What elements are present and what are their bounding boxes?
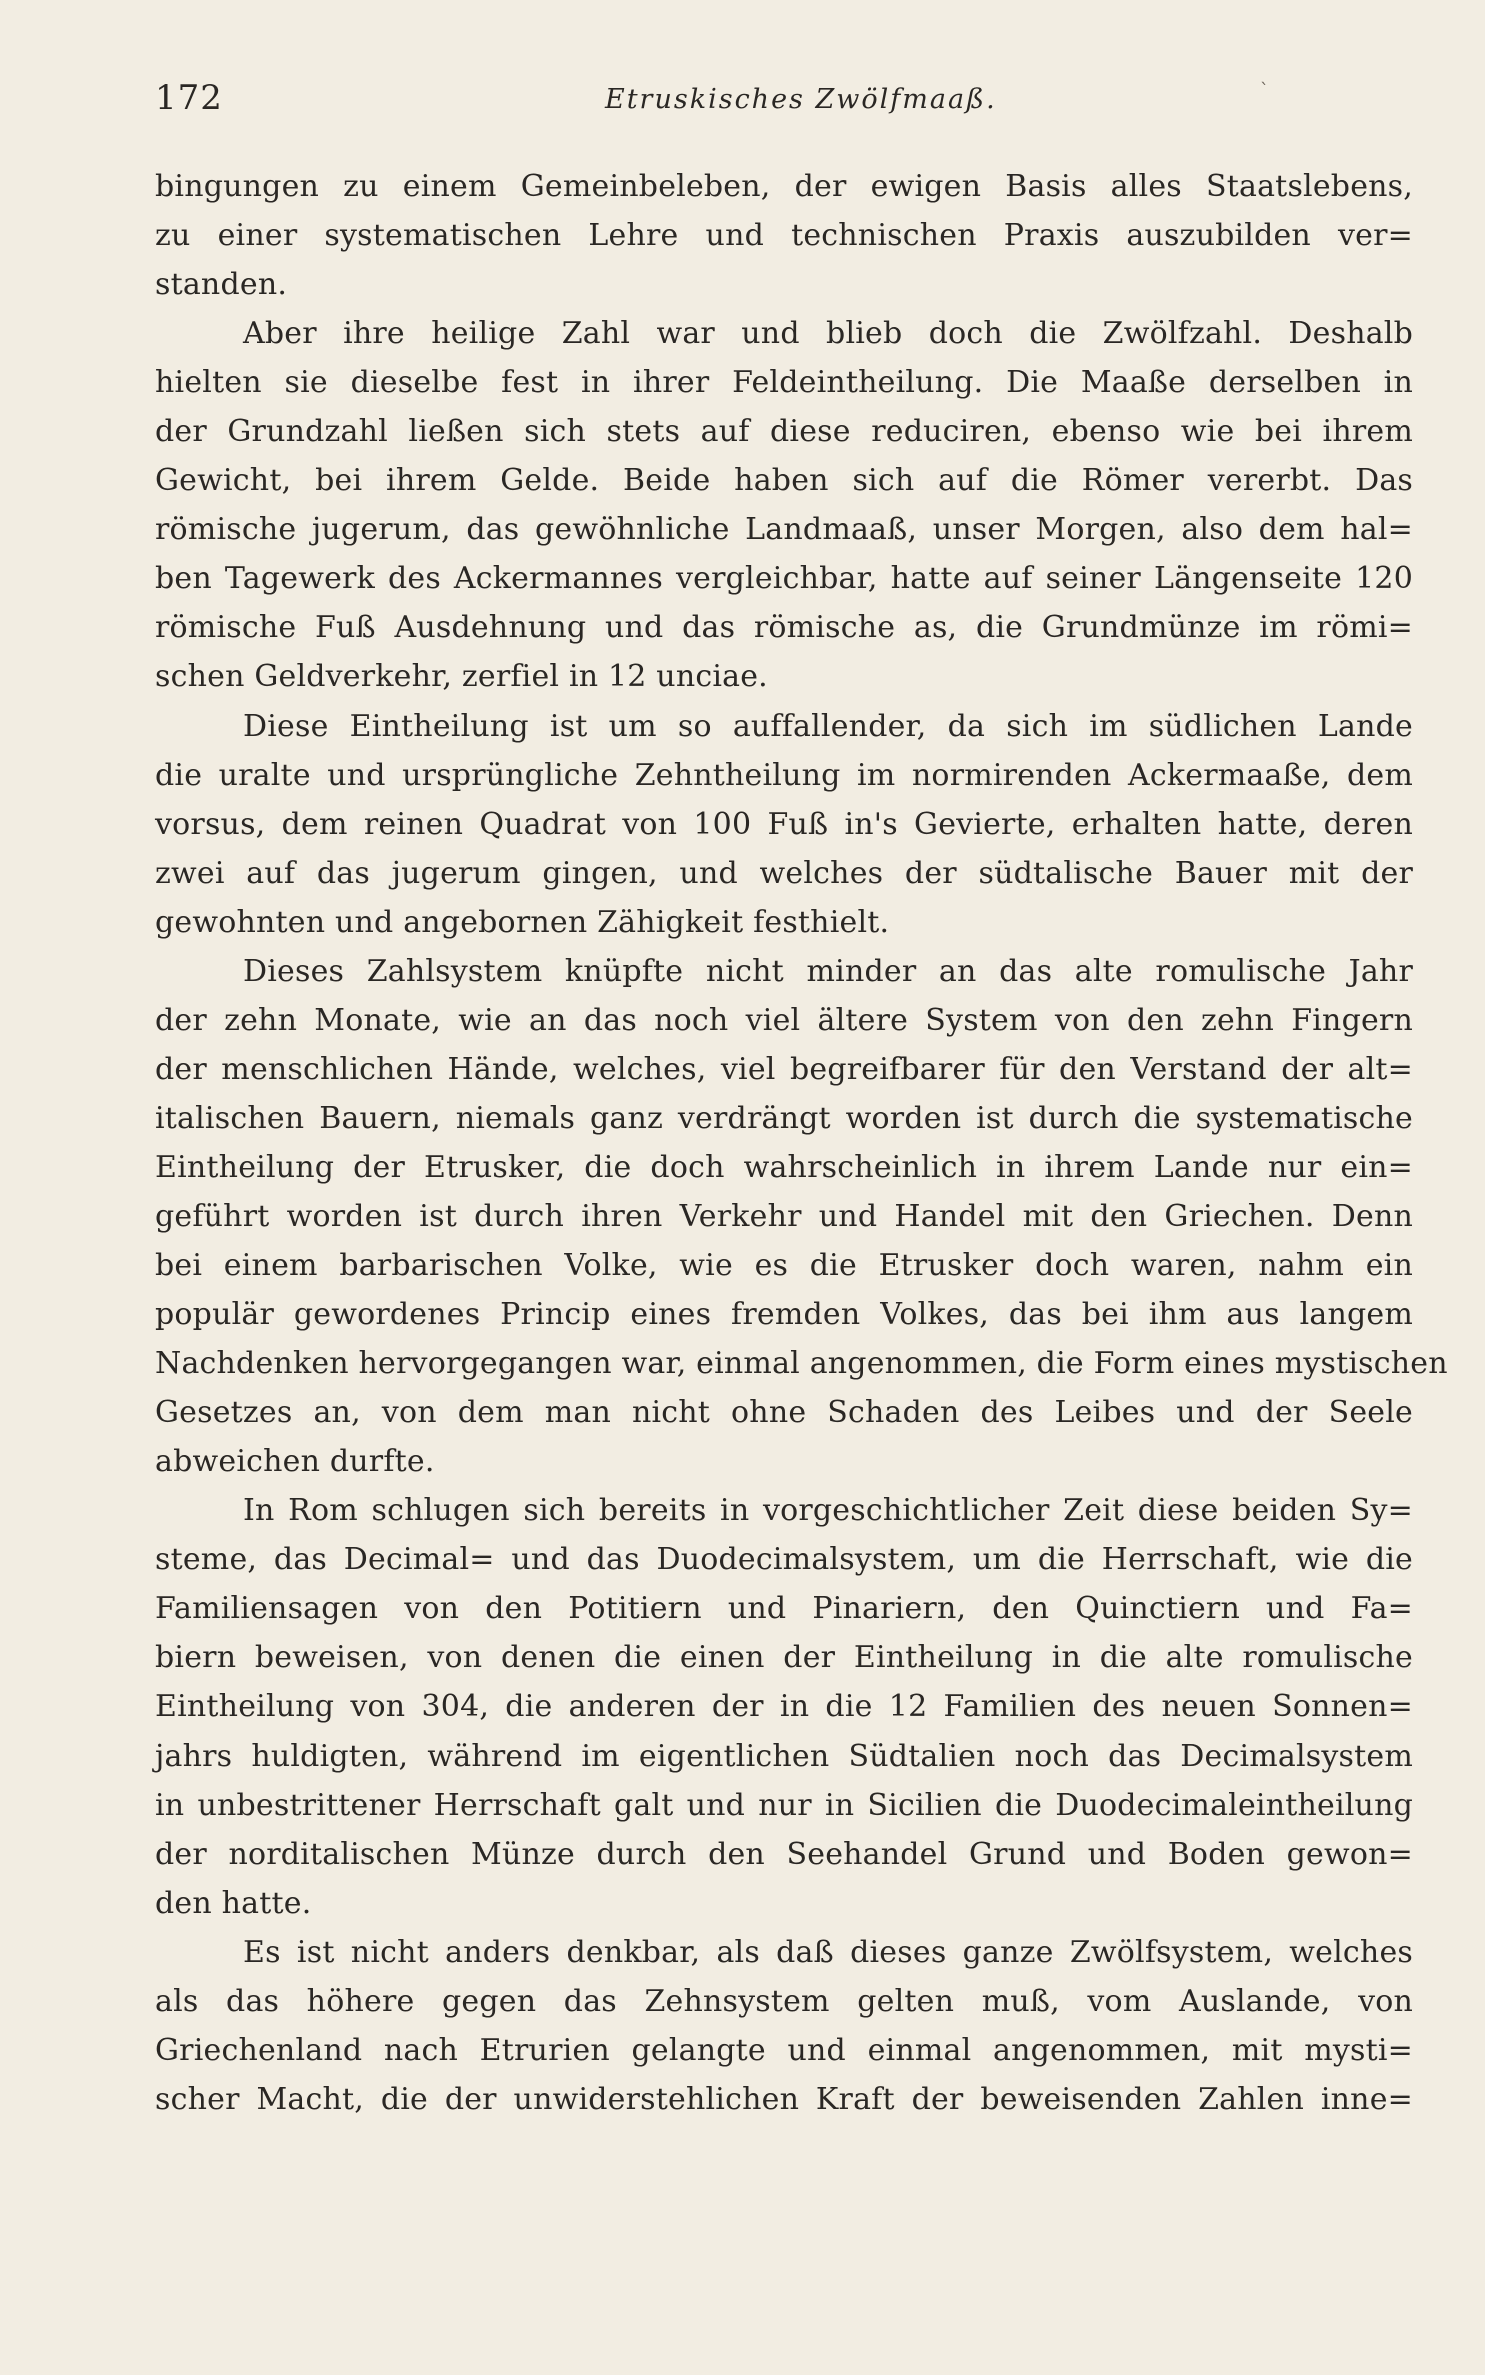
- text-line: Aber ihre heilige Zahl war und blieb doch die Zwölfzahl. Deshalb: [243, 316, 1413, 352]
- page-number: 172: [155, 78, 223, 118]
- text-line: jahrs huldigten, während im eigentlichen Südtalien noch das Decimalsystem: [155, 1738, 1413, 1774]
- text-line: scher Macht, die der unwiderstehlichen Kraft der beweisenden Zahlen inne=: [155, 2081, 1413, 2117]
- text-line: Eintheilung von 304, die anderen der in die 12 Familien des neuen Sonnen=: [155, 1689, 1413, 1725]
- text-line: römische jugerum, das gewöhnliche Landmaaß, unser Morgen, also dem hal=: [155, 512, 1413, 548]
- text-line: der zehn Monate, wie an das noch viel ältere System von den zehn Fingern: [155, 1002, 1413, 1038]
- text-line: den hatte.: [155, 1885, 312, 1921]
- text-line: gewohnten und angebornen Zähigkeit festhielt.: [155, 904, 890, 940]
- text-line: Diese Eintheilung ist um so auffallender, da sich im südlichen Lande: [243, 708, 1413, 744]
- text-line: bei einem barbarischen Volke, wie es die Etrusker doch waren, nahm ein: [155, 1248, 1413, 1284]
- text-line: standen.: [155, 267, 288, 303]
- text-line: der menschlichen Hände, welches, viel begreifbarer für den Verstand der alt=: [155, 1051, 1413, 1087]
- text-line: Familiensagen von den Potitiern und Pinariern, den Quinctiern und Fa=: [155, 1591, 1413, 1627]
- text-line: abweichen durfte.: [155, 1444, 435, 1480]
- text-line: Gesetzes an, von dem man nicht ohne Schaden des Leibes und der Seele: [155, 1395, 1413, 1431]
- text-line: der Grundzahl ließen sich stets auf diese reduciren, ebenso wie bei ihrem: [155, 414, 1413, 450]
- page-header: [155, 78, 1410, 128]
- running-title: Etruskisches Zwölfmaaß.: [605, 84, 997, 115]
- text-line: Griechenland nach Etrurien gelangte und einmal angenommen, mit mysti=: [155, 2032, 1413, 2068]
- text-line: Dieses Zahlsystem knüpfte nicht minder an das alte romulische Jahr: [243, 953, 1413, 989]
- text-line: hielten sie dieselbe fest in ihrer Feldeintheilung. Die Maaße derselben in: [155, 365, 1413, 401]
- body-text: [155, 162, 1448, 2124]
- text-line: in unbestrittener Herrschaft galt und nur in Sicilien die Duodecimaleintheilung: [155, 1787, 1413, 1823]
- text-line: zu einer systematischen Lehre und technischen Praxis auszubilden ver=: [155, 218, 1413, 254]
- text-line: Es ist nicht anders denkbar, als daß dieses ganze Zwölfsystem, welches: [243, 1934, 1413, 1970]
- text-line: zwei auf das jugerum gingen, und welches der südtalische Bauer mit der: [155, 855, 1413, 891]
- text-line: bingungen zu einem Gemeinbeleben, der ewigen Basis alles Staatslebens,: [155, 169, 1413, 204]
- text-line: römische Fuß Ausdehnung und das römische as, die Grundmünze im römi=: [155, 610, 1413, 646]
- text-line: der norditalischen Münze durch den Seehandel Grund und Boden gewon=: [155, 1836, 1413, 1872]
- text-line: ben Tagewerk des Ackermannes vergleichbar, hatte auf seiner Längenseite 120: [155, 561, 1413, 597]
- text-line: geführt worden ist durch ihren Verkehr und Handel mit den Griechen. Denn: [155, 1198, 1413, 1234]
- text-line: die uralte und ursprüngliche Zehntheilung im normirenden Ackermaaße, dem: [155, 757, 1413, 793]
- text-line: als das höhere gegen das Zehnsystem gelten muß, vom Auslande, von: [155, 1983, 1413, 2019]
- text-line: vorsus, dem reinen Quadrat von 100 Fuß in's Gevierte, erhalten hatte, deren: [155, 806, 1413, 842]
- text-line: biern beweisen, von denen die einen der Eintheilung in die alte romulische: [155, 1640, 1413, 1676]
- text-line: populär gewordenes Princip eines fremden Volkes, das bei ihm aus langem: [155, 1297, 1413, 1333]
- text-line: steme, das Decimal= und das Duodecimalsystem, um die Herrschaft, wie die: [155, 1542, 1413, 1578]
- text-line: Eintheilung der Etrusker, die doch wahrscheinlich in ihrem Lande nur ein=: [155, 1149, 1413, 1185]
- text-line: schen Geldverkehr, zerfiel in 12 unciae.: [155, 659, 768, 695]
- text-line: Gewicht, bei ihrem Gelde. Beide haben sich auf die Römer vererbt. Das: [155, 463, 1413, 499]
- text-line: In Rom schlugen sich bereits in vorgeschichtlicher Zeit diese beiden Sy=: [243, 1493, 1413, 1529]
- text-line: italischen Bauern, niemals ganz verdrängt worden ist durch die systematische: [155, 1100, 1413, 1136]
- corner-mark: `: [1260, 80, 1269, 101]
- text-line: Nachdenken hervorgegangen war, einmal angenommen, die Form eines mystischen: [155, 1346, 1448, 1382]
